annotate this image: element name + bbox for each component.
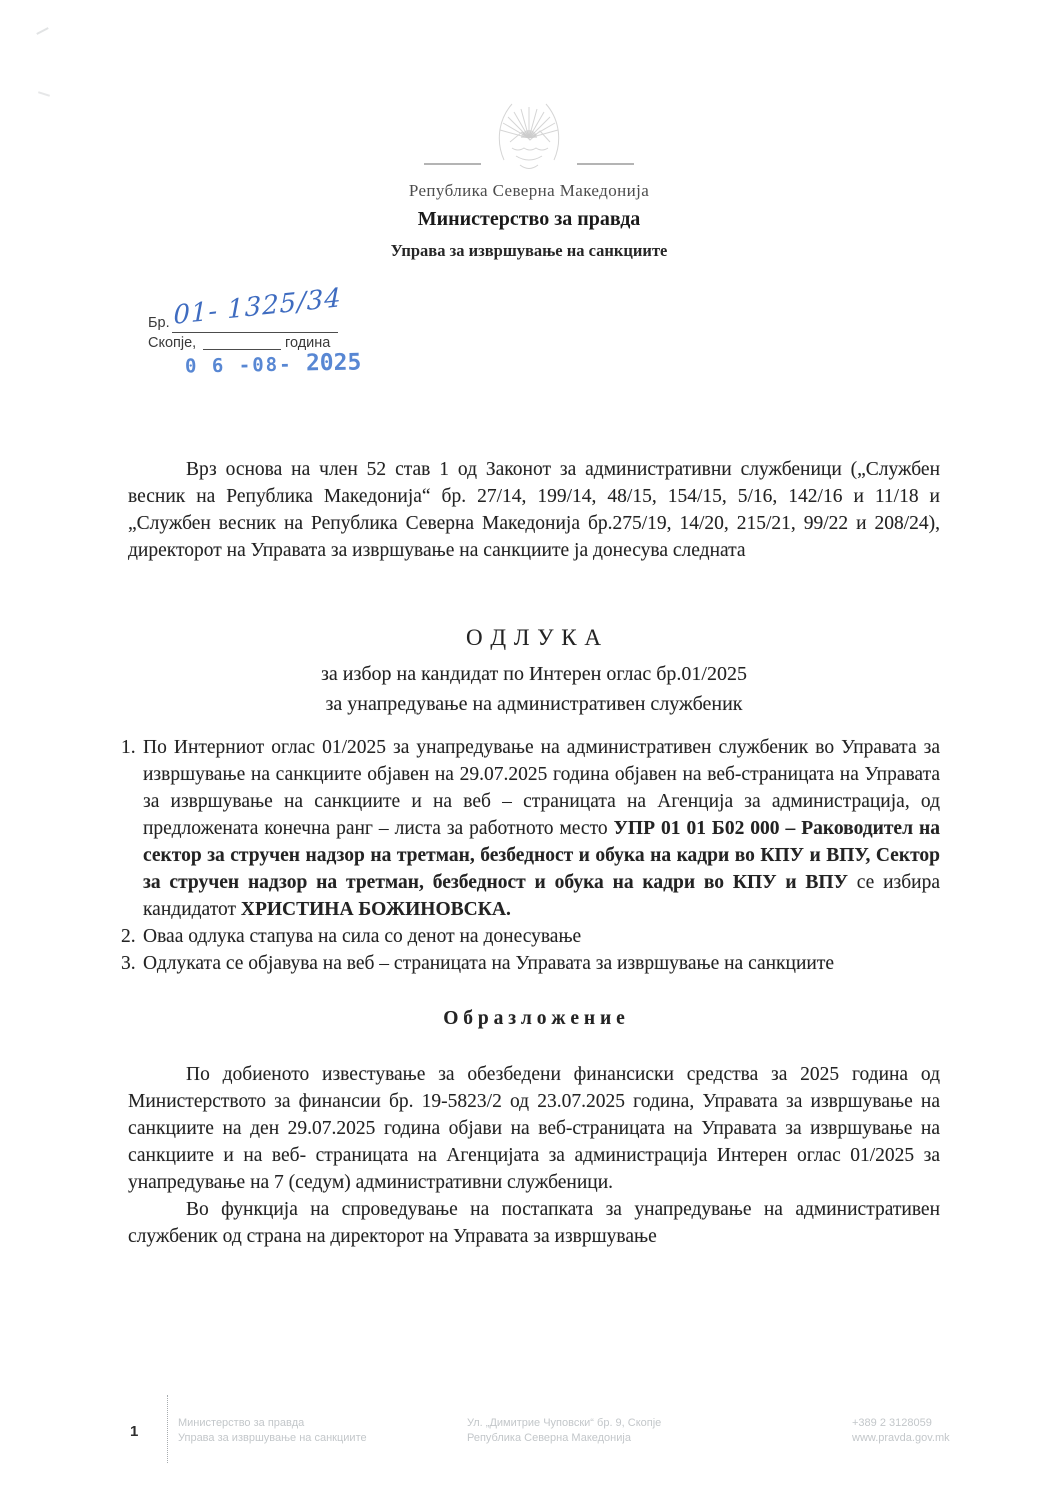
ref-number-handwritten: 01- 1325/34 bbox=[173, 283, 342, 331]
footer-org-line-2: Управа за извршување на санкциите bbox=[178, 1432, 367, 1444]
item-text bbox=[143, 734, 940, 923]
decision-list bbox=[121, 734, 941, 977]
decision-subtitle-1: за избор на кандидат по Интерен оглас бр.01/2025 bbox=[321, 663, 747, 685]
document-header bbox=[0, 0, 1058, 261]
ref-city-label: Скопје, bbox=[148, 335, 197, 351]
ref-date-underline bbox=[203, 349, 281, 350]
header-ministry: Министерство за правда bbox=[417, 208, 641, 230]
date-stamp-year: 2025 bbox=[305, 349, 362, 377]
reference-block bbox=[145, 283, 1058, 386]
footer-address-line-2: Република Северна Македонија bbox=[467, 1432, 631, 1444]
item-number: 3. bbox=[121, 953, 136, 974]
date-stamp-daymonth: 0 6 -08- bbox=[184, 353, 293, 378]
document-body bbox=[121, 456, 941, 1250]
explanation-paragraph-1: По добиеното известување за обезбедени финансиски средства за 2025 година од Министерството за финансии бр. 19-5823/2 од 23.07.2025 година, Управата за извршување на санкциите на ден 29.07.2025 година објави на веб-страницата на Управата за извршување на санкциите и на веб- страницата на Агенцијата за администрација Интерен оглас 01/2025 за унапредување на 7 (седум) административни службеници. bbox=[128, 1064, 940, 1193]
decision-title: О Д Л У К А bbox=[466, 625, 602, 650]
decision-subtitle-2: за унапредување на административен службеник bbox=[325, 693, 743, 715]
coat-of-arms-emblem bbox=[490, 90, 568, 178]
footer-phone: +389 2 3128059 bbox=[852, 1417, 932, 1429]
footer-website: www.pravda.gov.mk bbox=[852, 1432, 950, 1444]
item-number: 1. bbox=[121, 737, 136, 758]
emblem-row bbox=[0, 90, 1058, 178]
footer-address-block bbox=[467, 1416, 661, 1446]
explanation-paragraph-2: Во функција на спроведување на постапката за унапредување на административен службеник од страна на директорот на Управата за извршување bbox=[128, 1199, 940, 1247]
ref-year-label: година bbox=[285, 335, 331, 351]
decision-item-2 bbox=[121, 923, 940, 950]
header-rule-left bbox=[424, 163, 481, 165]
footer-org-line-1: Министерство за правда bbox=[178, 1417, 305, 1429]
item-text: Оваа одлука стапува на сила со денот на донесување bbox=[143, 926, 582, 947]
footer-org-block bbox=[178, 1416, 367, 1446]
footer-address-line-1: Ул. „Димитрие Чуповски“ бр. 9, Скопје bbox=[467, 1417, 662, 1429]
decision-item-1 bbox=[121, 734, 940, 923]
ref-number-underline bbox=[172, 332, 338, 333]
item-1-position-bold: УПР 01 01 Б02 000 – Раководител на сектор за стручен надзор на третман, безбедност и обука на кадри во КПУ и ВПУ, Сектор за стручен надзор на третман, безбедност и обука на кадри во КПУ и ВПУ bbox=[143, 818, 941, 893]
item-1-text-start: По Интерниот оглас 01/2025 за унапредување на административен службеник во Управата за извршување на санкциите објавен на 29.07.2025 година објавен на веб-страницата на Управата за извршување на санкциите и на веб – страницата на Агенција за администрација, од предложената конечна ранг – листа за работното место bbox=[143, 737, 940, 839]
item-1-candidate-bold: ХРИСТИНА БОЖИНОВСКА. bbox=[240, 899, 511, 920]
page-number: 1 bbox=[130, 1423, 139, 1440]
header-directorate: Управа за извршување на санкциите bbox=[390, 241, 668, 260]
item-1-text-middle: се избира кандидатот bbox=[143, 872, 941, 920]
intro-paragraph: Врз основа на член 52 став 1 од Законот за административни службеници („Службен весник на Република Македонија“ бр. 27/14, 199/14, 48/15, 154/15, 5/16, 142/16 и 11/18 и „Службен весник на Република Северна Македонија бр.275/19, 14/20, 215/21, 99/22 и 208/24), директорот на Управата за извршување на санкциите ја донесува следната bbox=[128, 459, 940, 561]
decision-item-3 bbox=[121, 950, 940, 977]
date-stamp bbox=[185, 349, 362, 378]
item-number: 2. bbox=[121, 926, 136, 947]
footer-contact-block bbox=[852, 1416, 950, 1446]
header-rule-right bbox=[577, 163, 634, 165]
explanation-heading: О б р а з л о ж е н и е bbox=[443, 1008, 625, 1029]
header-country: Република Северна Македонија bbox=[408, 181, 650, 200]
ref-number-label: Бр. bbox=[148, 315, 170, 331]
item-text: Одлуката се објавува на веб – страницата на Управата за извршување на санкциите bbox=[143, 953, 835, 974]
footer-divider bbox=[167, 1395, 168, 1463]
